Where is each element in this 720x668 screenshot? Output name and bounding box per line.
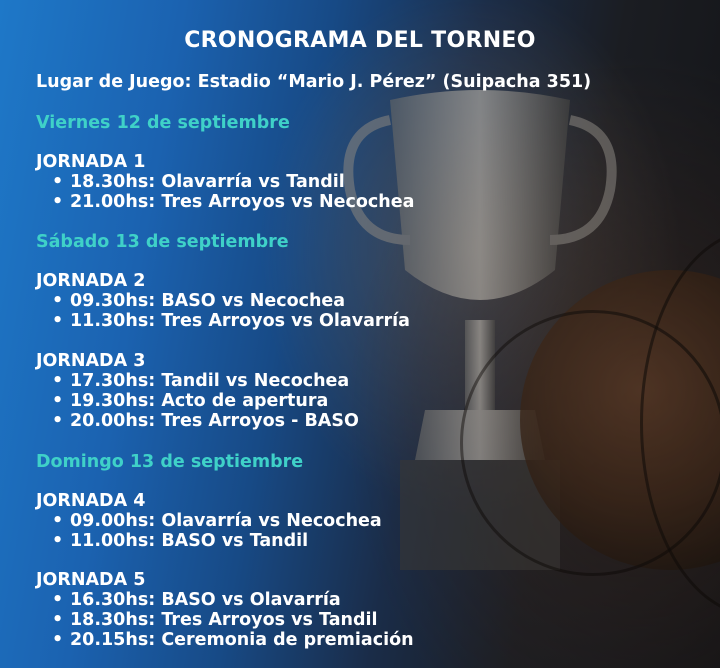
day-heading: Sábado 13 de septiembre bbox=[36, 232, 289, 252]
match-text: 11.30hs: Tres Arroyos vs Olavarría bbox=[70, 311, 410, 331]
page-title: CRONOGRAMA DEL TORNEO bbox=[184, 28, 536, 53]
match-item bbox=[52, 610, 378, 630]
bullet-icon: • bbox=[52, 291, 64, 311]
bullet-icon: • bbox=[52, 311, 64, 331]
jornada-heading: JORNADA 1 bbox=[36, 152, 146, 172]
bullet-icon: • bbox=[52, 511, 64, 531]
match-item bbox=[52, 371, 349, 391]
match-item bbox=[52, 630, 414, 650]
bullet-icon: • bbox=[52, 192, 64, 212]
match-text: 21.00hs: Tres Arroyos vs Necochea bbox=[70, 192, 415, 212]
bullet-icon: • bbox=[52, 630, 64, 650]
bullet-icon: • bbox=[52, 590, 64, 610]
match-text: 11.00hs: BASO vs Tandil bbox=[70, 531, 309, 551]
jornada-heading: JORNADA 5 bbox=[36, 570, 146, 590]
match-item bbox=[52, 172, 345, 192]
match-text: 18.30hs: Olavarría vs Tandil bbox=[70, 172, 345, 192]
jornada-heading: JORNADA 4 bbox=[36, 491, 146, 511]
bullet-icon: • bbox=[52, 172, 64, 192]
match-text: 09.00hs: Olavarría vs Necochea bbox=[70, 511, 382, 531]
match-item bbox=[52, 391, 328, 411]
match-item bbox=[52, 411, 359, 431]
bullet-icon: • bbox=[52, 610, 64, 630]
match-text: 20.15hs: Ceremonia de premiación bbox=[70, 630, 414, 650]
day-heading: Domingo 13 de septiembre bbox=[36, 452, 304, 472]
match-item bbox=[52, 291, 345, 311]
bullet-icon: • bbox=[52, 391, 64, 411]
match-text: 19.30hs: Acto de apertura bbox=[70, 391, 329, 411]
bullet-icon: • bbox=[52, 411, 64, 431]
match-text: 17.30hs: Tandil vs Necochea bbox=[70, 371, 350, 391]
venue-text: Lugar de Juego: Estadio “Mario J. Pérez” (Suipacha 351) bbox=[36, 72, 592, 92]
match-item bbox=[52, 531, 308, 551]
bullet-icon: • bbox=[52, 371, 64, 391]
jornada-heading: JORNADA 3 bbox=[36, 351, 146, 371]
jornada-heading: JORNADA 2 bbox=[36, 271, 146, 291]
match-text: 16.30hs: BASO vs Olavarría bbox=[70, 590, 341, 610]
match-item bbox=[52, 311, 410, 331]
match-item bbox=[52, 192, 414, 212]
match-text: 09.30hs: BASO vs Necochea bbox=[70, 291, 346, 311]
match-item bbox=[52, 590, 341, 610]
match-text: 18.30hs: Tres Arroyos vs Tandil bbox=[70, 610, 378, 630]
day-heading: Viernes 12 de septiembre bbox=[36, 113, 290, 133]
match-text: 20.00hs: Tres Arroyos - BASO bbox=[70, 411, 359, 431]
bullet-icon: • bbox=[52, 531, 64, 551]
match-item bbox=[52, 511, 382, 531]
